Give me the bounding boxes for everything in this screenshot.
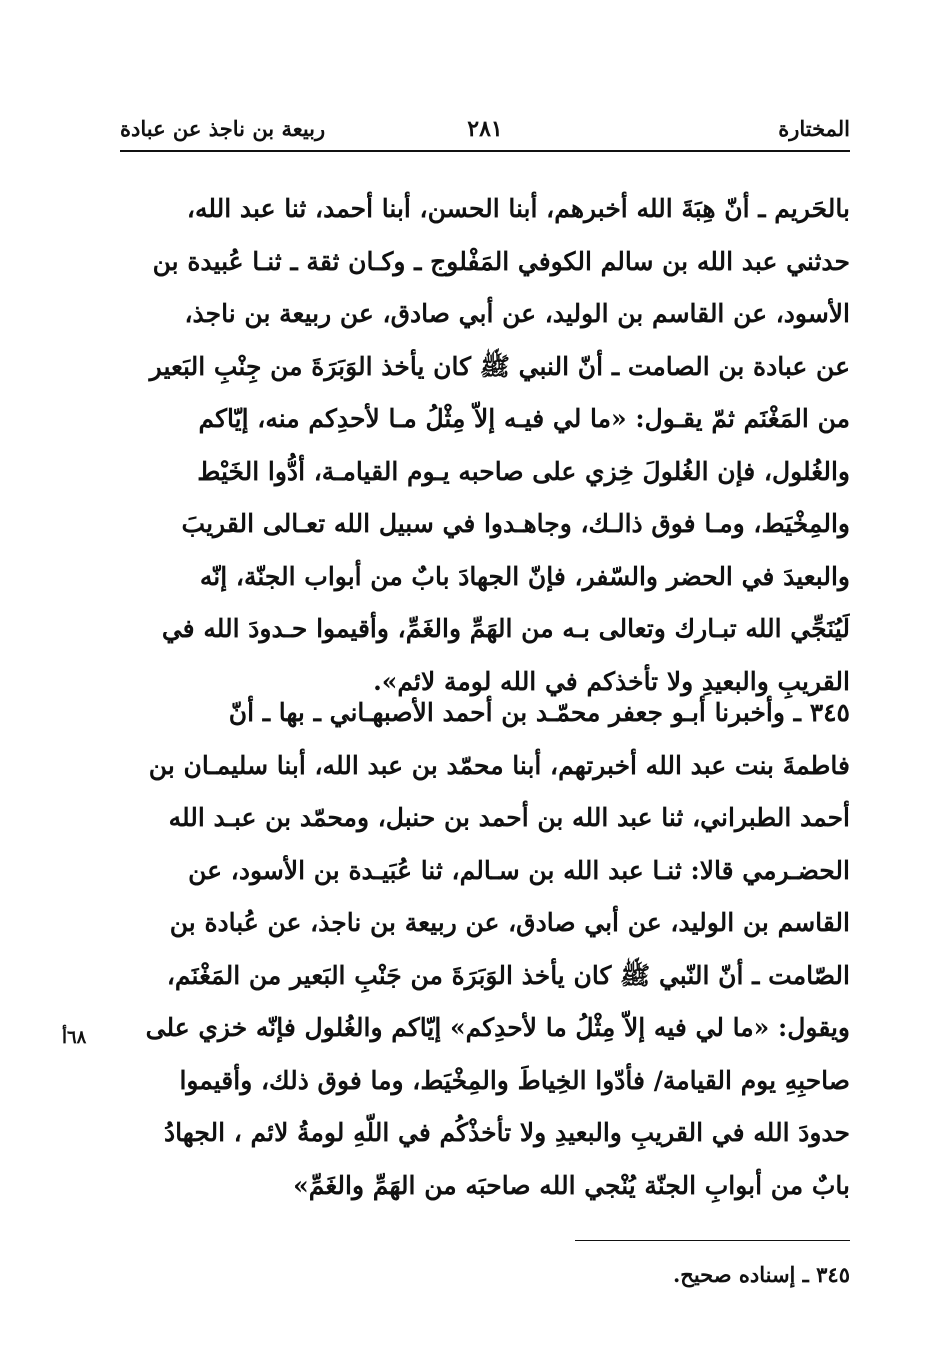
text-line: والبعيدَ في الحضر والسّفر، فإنّ الجهادَ بابٌ من أبواب الجنّة، إنّه	[199, 561, 850, 591]
text-line: عن عبادة بن الصامت ـ أنّ النبي ﷺ كان يأخذ الوَبَرَةَ من جِنْبِ البَعير	[149, 351, 850, 381]
text-line: ـ وأخبرنا أبـو جعفر محمّـد بن أحمد الأصبهـاني ـ بها ـ أنّ	[228, 698, 801, 727]
text-line: بابٌ من أبوابِ الجنّة يُنْجي الله صاحبَه من الهَمِّ والغَمِّ»	[293, 1170, 850, 1200]
hadith-number: ٣٤٥	[809, 698, 850, 727]
text-line: حدثني عبد الله بن سالم الكوفي المَفْلوج ـ وكـان ثقة ـ ثنـا عُبيدة بن	[152, 246, 850, 276]
text-line: حدودَ الله في القريبِ والبعيدِ ولا تأخذْكُم في اللّهِ لومةُ لائم ، الجهادُ	[164, 1118, 850, 1147]
paragraph-2	[128, 687, 850, 1212]
text-line: الأسود، عن القاسم بن الوليد، عن أبي صادق، عن ربيعة بن ناجذ،	[184, 299, 850, 328]
page-number: ٢٨١	[467, 116, 503, 142]
text-line: من المَغْنَم ثمّ يقـول: «ما لي فيـه إلاّ مِثْلُ مـا لأحدِكم منه، إيّاكم	[198, 404, 850, 433]
footnote-rule	[575, 1240, 850, 1241]
manuscript-folio-note: ٦٨أ	[62, 1027, 87, 1048]
section-title: ربيعة بن ناجذ عن عبادة	[120, 116, 326, 141]
text-line: أحمد الطبراني، ثنا عبد الله بن أحمد بن حنبل، ومحمّد بن عبـد الله	[168, 803, 850, 832]
book-title: المختارة	[778, 116, 850, 141]
text-line: القاسم بن الوليد، عن أبي صادق، عن ربيعة بن ناجذ، عن عُبادة بن	[169, 908, 850, 937]
text-line: صاحبِهِ يوم القيامة/ فأدّوا الخِياطَ والمِخْيَط، وما فوق ذلك، وأقيموا	[179, 1065, 850, 1095]
text-line: والمِخْيَط، ومـا فوق ذالـك، وجاهـدوا في سبيل الله تعـالى القريبَ	[181, 509, 850, 538]
text-line: الحضـرمي قالا: ثنـا عبد الله بن سـالم، ثنا عُبَيـدة بن الأسود، عن	[188, 855, 850, 885]
running-header	[120, 112, 850, 148]
header-rule	[120, 150, 850, 152]
text-line: فاطمةَ بنت عبد الله أخبرتهم، أبنا محمّد بن عبد الله، أبنا سليمـان بن	[148, 750, 850, 780]
text-line-first	[128, 687, 850, 740]
footnote: ٣٤٥ ـ إسناده صحيح.	[672, 1262, 850, 1287]
text-line: القريبِ والبعيدِ ولا تأخذكم في الله لومة لائم».	[373, 666, 850, 696]
text-line: الصّامت ـ أنّ النّبي ﷺ كان يأخذ الوَبَرَةَ من جَنْبِ البَعير من المَغْنَم،	[166, 960, 850, 990]
paragraph-1	[128, 183, 850, 708]
text-line: والغُلول، فإن الغُلولَ خِزي على صاحبه يـوم القيامـة، أدُّوا الخَيْط	[197, 456, 850, 486]
text-line: ويقول: «ما لي فيه إلاّ مِثْلُ ما لأحدِكم» إيّاكم والغُلول فإنّه خزي على	[145, 1013, 850, 1042]
text-line: بالحَريم ـ أنّ هِبَةَ الله أخبرهم، أبنا الحسن، أبنا أحمد، ثنا عبد الله،	[186, 194, 850, 223]
text-line: لَيُنَجِّي الله تبـارك وتعالى بـه من الهَمِّ والغَمِّ، وأقيموا حـدودَ الله في	[161, 614, 850, 643]
